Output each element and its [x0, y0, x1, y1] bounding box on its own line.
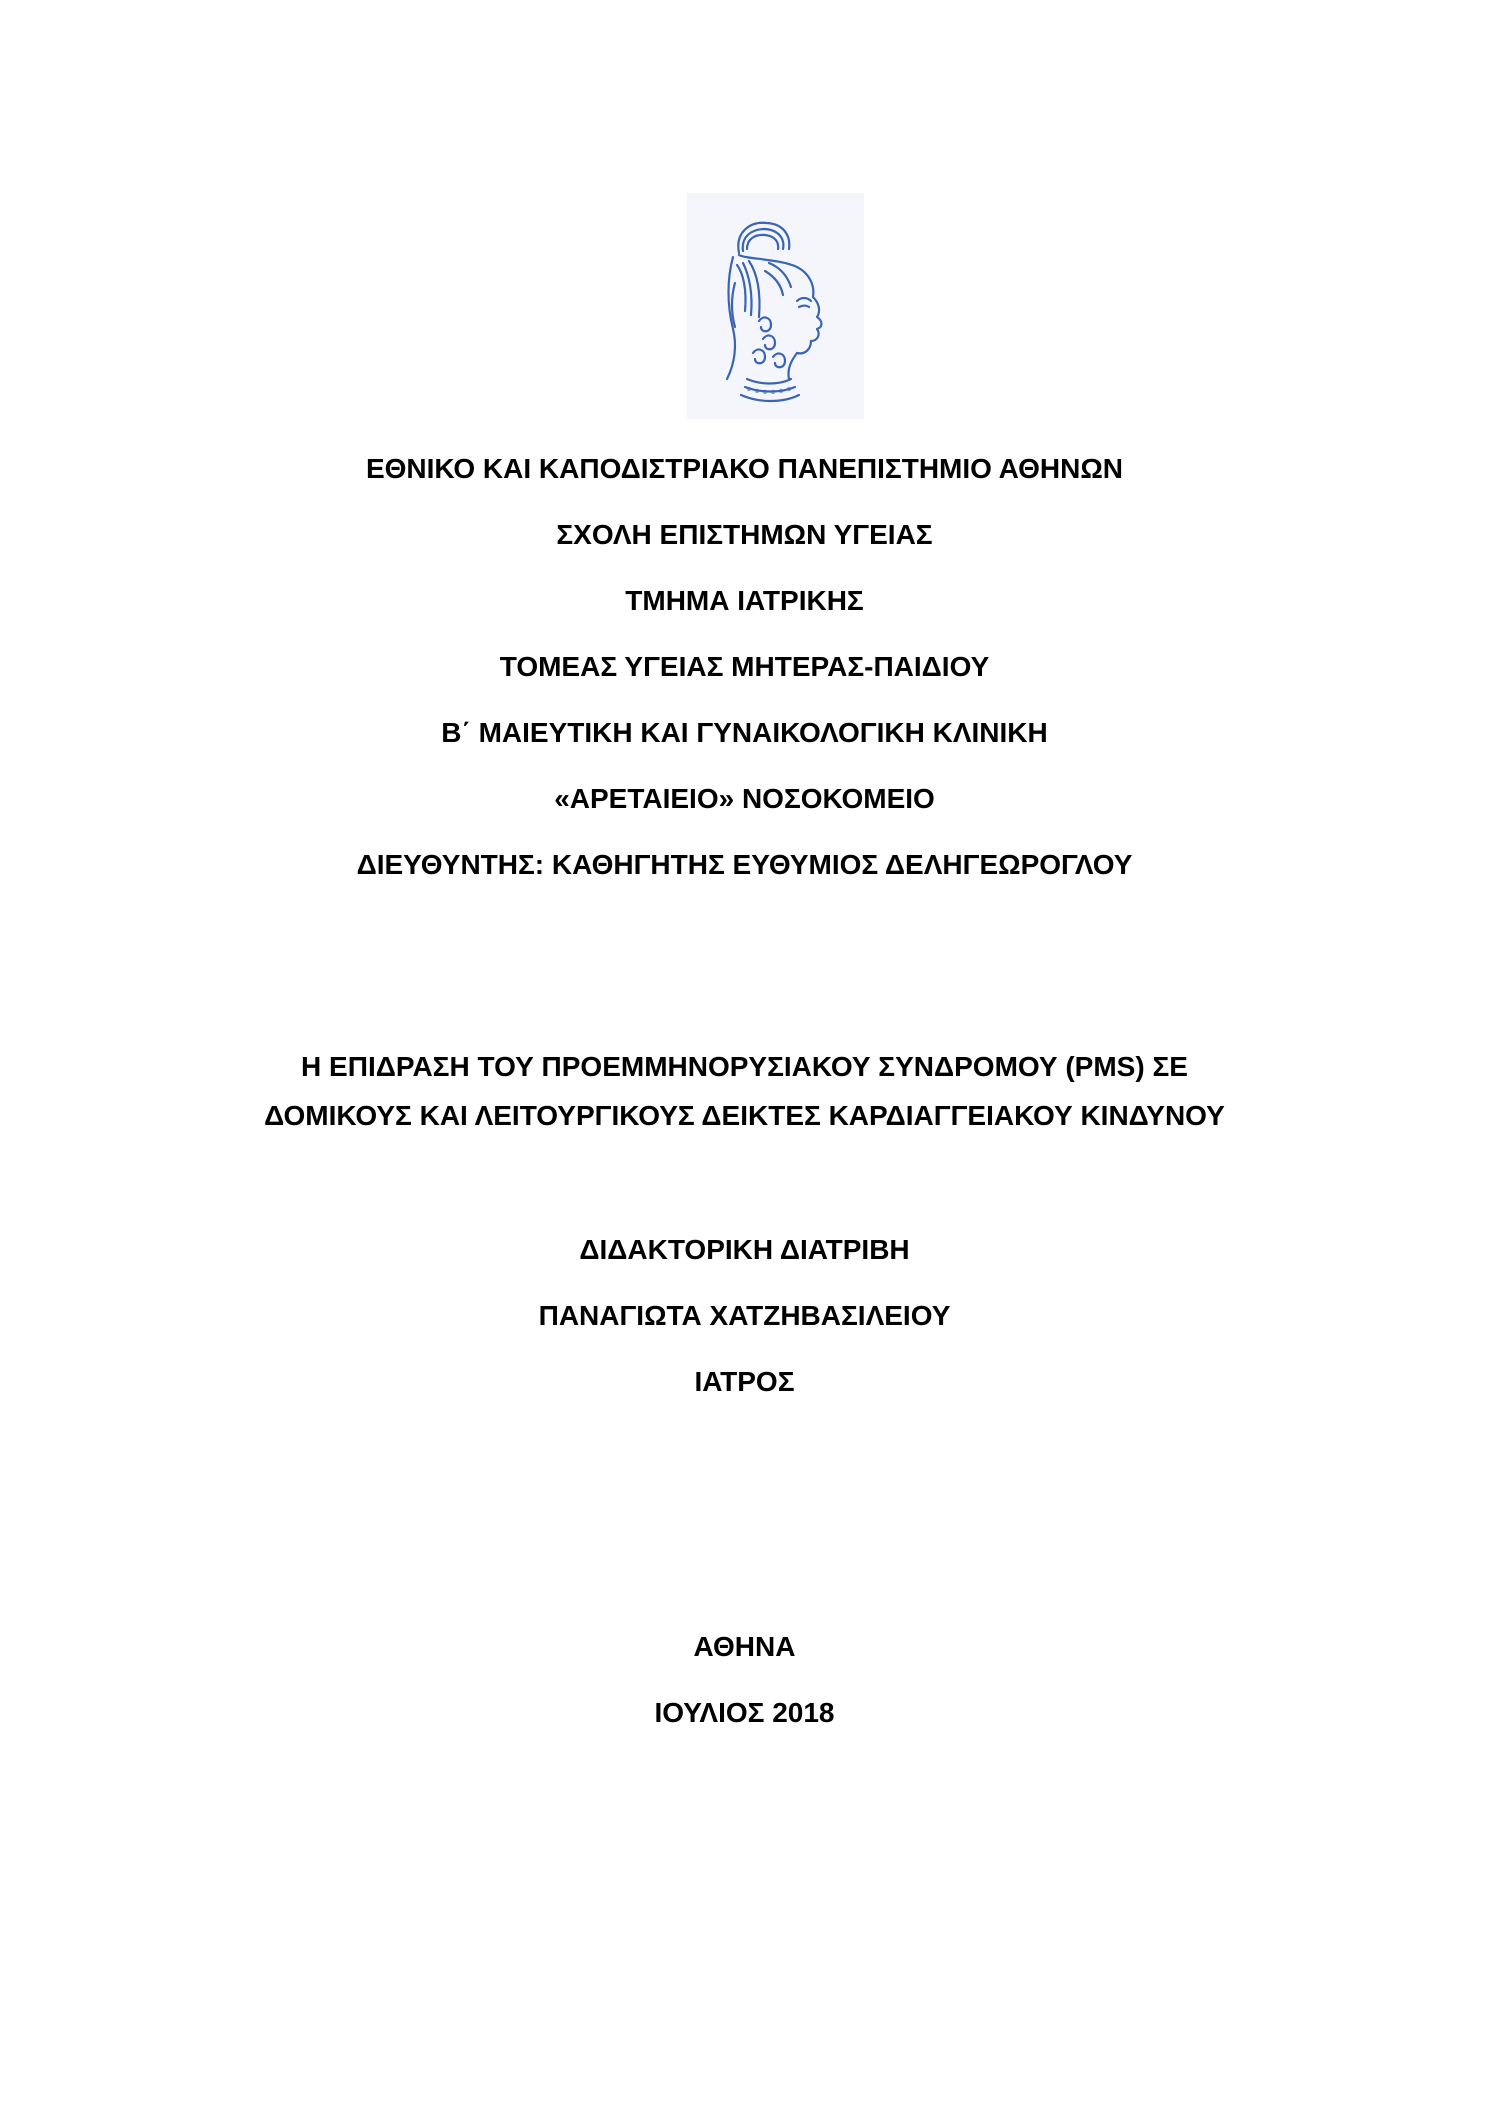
university-name: ΕΘΝΙΚΟ ΚΑΙ ΚΑΠΟΔΙΣΤΡΙΑΚΟ ΠΑΝΕΠΙΣΤΗΜΙΟ ΑΘΗΝΩΝ: [365, 453, 1124, 484]
author-name: ΠΑΝΑΓΙΩΤΑ ΧΑΤΖΗΒΑΣΙΛΕΙΟΥ: [538, 1300, 951, 1331]
university-emblem: [687, 193, 864, 419]
city: ΑΘΗΝΑ: [693, 1631, 796, 1662]
department-name: ΤΜΗΜΑ ΙΑΤΡΙΚΗΣ: [625, 585, 864, 616]
thesis-type: ΔΙΔΑΚΤΟΡΙΚΗ ΔΙΑΤΡΙΒΗ: [579, 1234, 910, 1265]
school-name: ΣΧΟΛΗ ΕΠΙΣΤΗΜΩΝ ΥΓΕΙΑΣ: [556, 519, 933, 550]
director-name: ΔΙΕΥΘΥΝΤΗΣ: ΚΑΘΗΓΗΤΗΣ ΕΥΘΥΜΙΟΣ ΔΕΛΗΓΕΩΡΟΓΛΟΥ: [356, 849, 1133, 880]
thesis-title-line-1: Η ΕΠΙΔΡΑΣΗ ΤΟΥ ΠΡΟΕΜΜΗΝΟΡΥΣΙΑΚΟΥ ΣΥΝΔΡΟΜΟΥ (PMS) ΣΕ: [301, 1051, 1188, 1082]
hospital-name: «ΑΡΕΤΑΙΕΙΟ» ΝΟΣΟΚΟΜΕΙΟ: [554, 783, 935, 814]
date: ΙΟΥΛΙΟΣ 2018: [654, 1697, 835, 1728]
thesis-title-line-2: ΔΟΜΙΚΟΥΣ ΚΑΙ ΛΕΙΤΟΥΡΓΙΚΟΥΣ ΔΕΙΚΤΕΣ ΚΑΡΔΙΑΓΓΕΙΑΚΟΥ ΚΙΝΔΥΝΟΥ: [264, 1100, 1225, 1131]
athena-head-emblem-icon: [687, 193, 864, 419]
sector-name: ΤΟΜΕΑΣ ΥΓΕΙΑΣ ΜΗΤΕΡΑΣ-ΠΑΙΔΙΟΥ: [499, 651, 990, 682]
clinic-name: Β΄ ΜΑΙΕΥΤΙΚΗ ΚΑΙ ΓΥΝΑΙΚΟΛΟΓΙΚΗ ΚΛΙΝΙΚΗ: [441, 717, 1048, 748]
author-profession: ΙΑΤΡΟΣ: [694, 1366, 795, 1397]
